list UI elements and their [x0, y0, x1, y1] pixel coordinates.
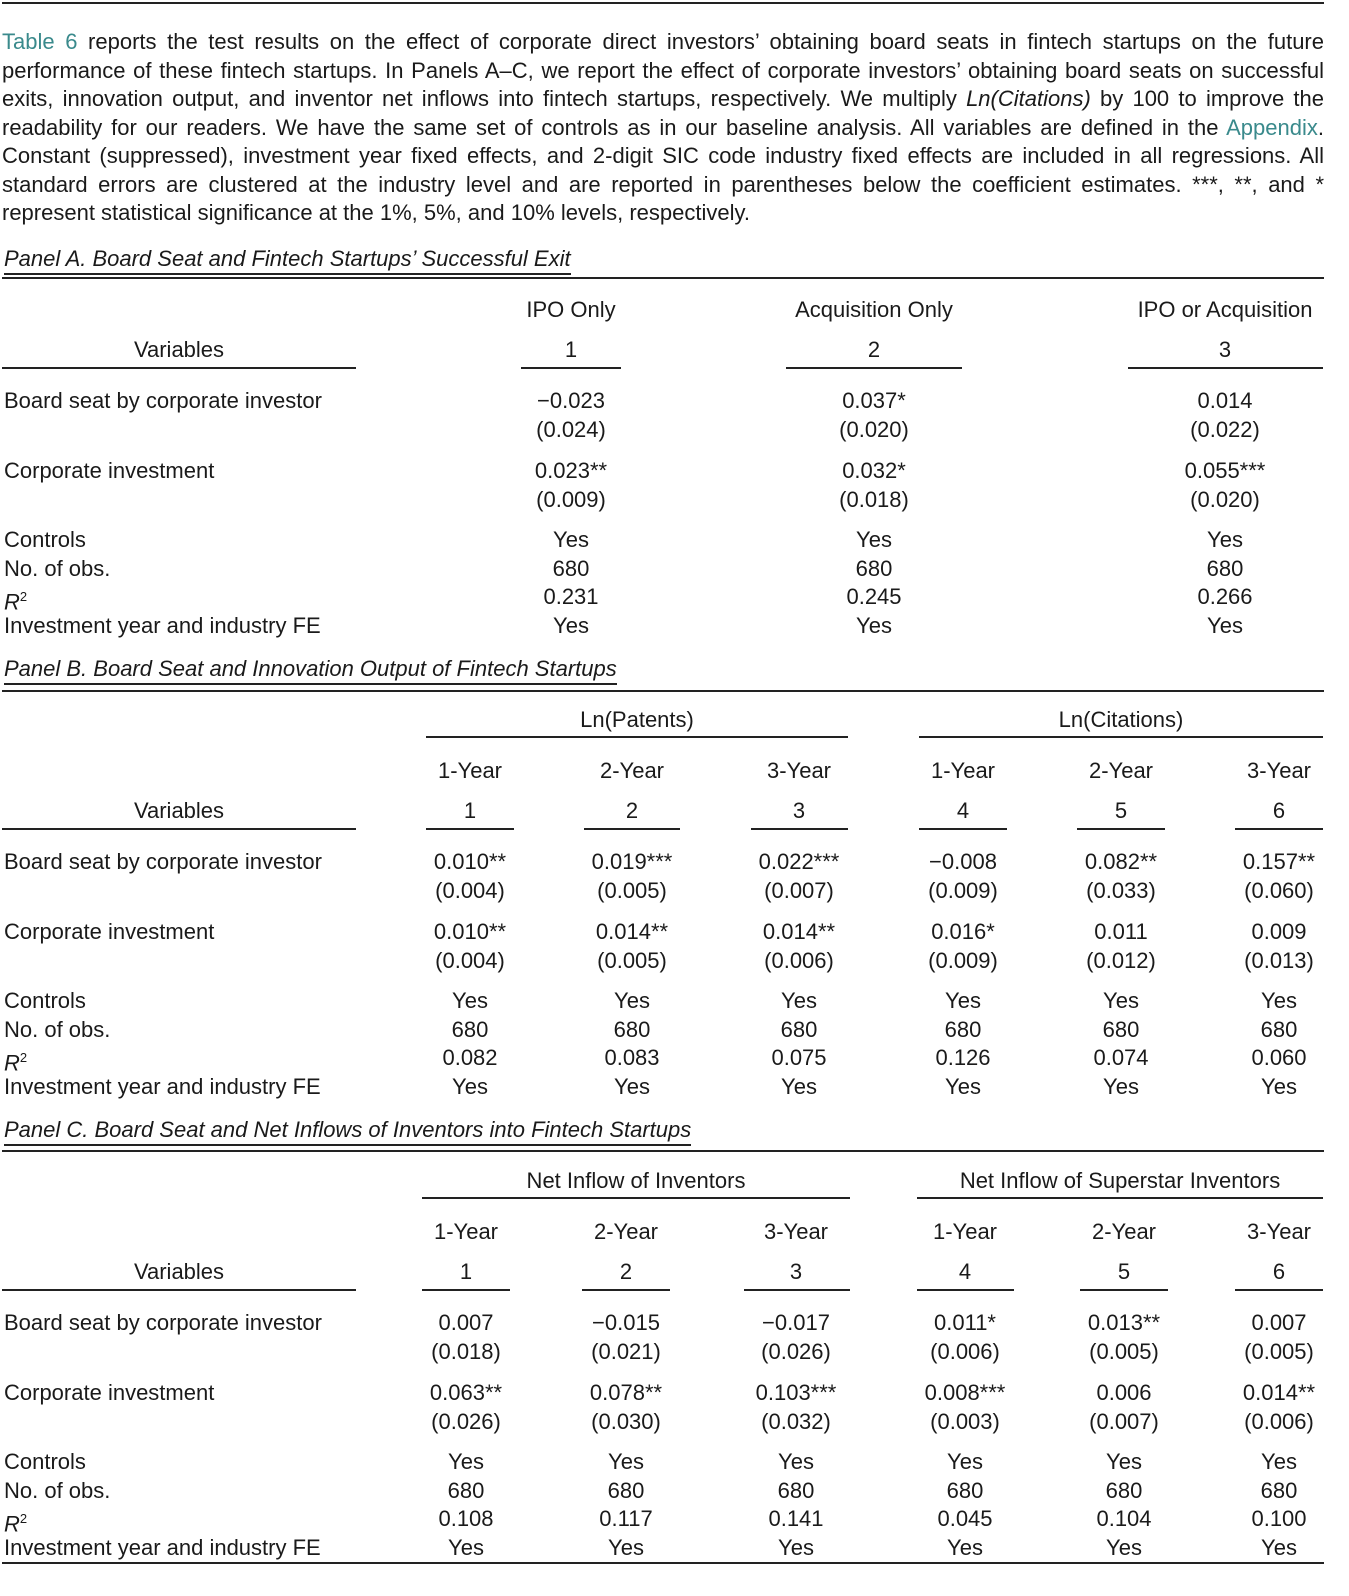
panel-b-col4-nobs: 680 — [944, 1017, 982, 1042]
panel-a-col1-number: 1 — [564, 337, 578, 362]
panel-a-title-rule — [2, 277, 1324, 279]
panel-b-col5-corp-se: (0.012) — [1086, 948, 1156, 973]
panel-a-col3-controls: Yes — [1207, 527, 1243, 552]
panel-b-col1-corp-coef: 0.010** — [433, 919, 507, 944]
panel-c-title: Panel C. Board Seat and Net Inflows of Inventors into Fintech Startups — [4, 1117, 691, 1146]
panel-b-col3-corp-se: (0.006) — [764, 948, 834, 973]
panel-b-variables-header: Variables — [133, 798, 225, 823]
table-caption — [2, 28, 1324, 228]
panel-a-fe-label: Investment year and industry FE — [4, 613, 321, 638]
panel-b-col2-header: 2-Year — [599, 758, 665, 783]
panel-a-col3-board-coef: 0.014 — [1197, 388, 1253, 413]
panel-c-r2-symbol: R — [4, 1511, 20, 1537]
panel-a-col3-number: 3 — [1218, 337, 1232, 362]
panel-a-variables-rule — [2, 367, 356, 369]
panel-a-col2-board-coef: 0.037* — [842, 388, 906, 413]
panel-c-col1-corp-coef: 0.063** — [429, 1380, 503, 1405]
panel-c-col5-corp-coef: 0.006 — [1096, 1380, 1152, 1405]
panel-c-col3-rule — [744, 1289, 850, 1291]
panel-c-group-header-2: Net Inflow of Superstar Inventors — [959, 1168, 1281, 1193]
panel-b-r2-symbol: R — [4, 1050, 20, 1076]
panel-a-col2-corp-se: (0.018) — [839, 487, 909, 512]
panel-c-group-rule-1 — [422, 1197, 850, 1199]
panel-b-col6-r2: 0.060 — [1251, 1045, 1307, 1070]
panel-c-col4-controls: Yes — [947, 1449, 983, 1474]
panel-a-r2-superscript: 2 — [19, 589, 28, 604]
panel-b-col4-board-coef: −0.008 — [929, 849, 997, 874]
panel-a-col3-nobs: 680 — [1206, 556, 1244, 581]
panel-b-col5-header: 2-Year — [1088, 758, 1154, 783]
panel-c-col1-r2: 0.108 — [438, 1506, 494, 1531]
appendix-link[interactable]: Appendix — [1226, 114, 1318, 140]
panel-c-col5-nobs: 680 — [1105, 1478, 1143, 1503]
panel-a-col1-controls: Yes — [553, 527, 589, 552]
panel-c-group-rule-2 — [917, 1197, 1323, 1199]
panel-c-col5-fe: Yes — [1106, 1535, 1142, 1560]
panel-b-col1-board-coef: 0.010** — [433, 849, 507, 874]
panel-c-col4-r2: 0.045 — [937, 1506, 993, 1531]
panel-c-col4-corp-coef: 0.008*** — [924, 1380, 1006, 1405]
panel-a-col1-board-se: (0.024) — [536, 417, 606, 442]
panel-b-title-rule — [2, 690, 1324, 692]
panel-c-col3-fe: Yes — [778, 1535, 814, 1560]
panel-c-r2-superscript: 2 — [19, 1511, 28, 1526]
panel-b-group-rule-2 — [919, 736, 1323, 738]
panel-c-group-header-1: Net Inflow of Inventors — [526, 1168, 746, 1193]
panel-c-col6-board-se: (0.005) — [1244, 1339, 1314, 1364]
panel-c-col6-nobs: 680 — [1260, 1478, 1298, 1503]
panel-b-r2-superscript: 2 — [19, 1050, 28, 1065]
panel-c-r2-label — [4, 1506, 27, 1537]
panel-b-col5-number: 5 — [1114, 798, 1128, 823]
panel-b-col2-rule — [584, 828, 680, 830]
panel-c-nobs-label: No. of obs. — [4, 1478, 111, 1503]
panel-a-col3-header: IPO or Acquisition — [1137, 297, 1313, 322]
panel-c-col2-board-se: (0.021) — [591, 1339, 661, 1364]
panel-b-controls-label: Controls — [4, 988, 86, 1013]
panel-c-col3-header: 3-Year — [763, 1219, 829, 1244]
panel-a-col3-corp-coef: 0.055*** — [1184, 458, 1266, 483]
panel-b-col1-number: 1 — [463, 798, 477, 823]
table-bottom-rule — [2, 1562, 1324, 1564]
panel-c-col4-fe: Yes — [947, 1535, 983, 1560]
panel-b-col5-board-coef: 0.082** — [1084, 849, 1158, 874]
caption-text-2: by 100 to improve the readability for our readers. We have the same set of controls as in our baseline analysis. All variables are defined in the — [2, 86, 1324, 140]
panel-b-col4-number: 4 — [956, 798, 970, 823]
panel-c-title-rule — [2, 1150, 1324, 1152]
panel-b-col1-nobs: 680 — [451, 1017, 489, 1042]
panel-b-col6-corp-se: (0.013) — [1244, 948, 1314, 973]
panel-b-group-rule-1 — [426, 736, 848, 738]
panel-b-col2-corp-se: (0.005) — [597, 948, 667, 973]
panel-a-col2-nobs: 680 — [855, 556, 893, 581]
panel-c-col1-header: 1-Year — [433, 1219, 499, 1244]
panel-b-col6-board-coef: 0.157** — [1242, 849, 1316, 874]
panel-b-col3-r2: 0.075 — [771, 1045, 827, 1070]
panel-b-col3-board-se: (0.007) — [764, 878, 834, 903]
panel-c-col3-board-coef: −0.017 — [762, 1310, 830, 1335]
caption-italic-variable: Ln(Citations) — [966, 86, 1091, 111]
panel-a-col2-r2: 0.245 — [846, 584, 902, 609]
panel-a-col2-fe: Yes — [856, 613, 892, 638]
panel-a-col1-fe: Yes — [553, 613, 589, 638]
panel-b-col6-fe: Yes — [1261, 1074, 1297, 1099]
panel-c-col6-controls: Yes — [1261, 1449, 1297, 1474]
panel-c-col3-board-se: (0.026) — [761, 1339, 831, 1364]
panel-c-col5-r2: 0.104 — [1096, 1506, 1152, 1531]
panel-a-col2-controls: Yes — [856, 527, 892, 552]
panel-a-col1-board-coef: −0.023 — [537, 388, 605, 413]
panel-b-col4-fe: Yes — [945, 1074, 981, 1099]
panel-b-col2-corp-coef: 0.014** — [595, 919, 669, 944]
panel-b-col5-r2: 0.074 — [1093, 1045, 1149, 1070]
panel-b-col5-fe: Yes — [1103, 1074, 1139, 1099]
panel-b-col4-corp-se: (0.009) — [928, 948, 998, 973]
panel-b-col2-board-coef: 0.019*** — [591, 849, 673, 874]
panel-c-col2-nobs: 680 — [607, 1478, 645, 1503]
panel-a-board-seat-label: Board seat by corporate investor — [4, 388, 322, 413]
panel-b-col6-board-se: (0.060) — [1244, 878, 1314, 903]
panel-c-col6-number: 6 — [1272, 1259, 1286, 1284]
panel-c-col1-fe: Yes — [448, 1535, 484, 1560]
panel-b-col1-header: 1-Year — [437, 758, 503, 783]
panel-b-col6-rule — [1235, 828, 1323, 830]
panel-c-col1-controls: Yes — [448, 1449, 484, 1474]
panel-c-variables-header: Variables — [133, 1259, 225, 1284]
panel-b-col5-rule — [1077, 828, 1165, 830]
panel-b-col5-controls: Yes — [1103, 988, 1139, 1013]
panel-c-col1-corp-se: (0.026) — [431, 1409, 501, 1434]
panel-b-col5-board-se: (0.033) — [1086, 878, 1156, 903]
panel-b-col2-nobs: 680 — [613, 1017, 651, 1042]
panel-b-board-seat-label: Board seat by corporate investor — [4, 849, 322, 874]
panel-b-group-header-1: Ln(Patents) — [580, 707, 694, 732]
panel-c-col5-corp-se: (0.007) — [1089, 1409, 1159, 1434]
panel-c-col2-corp-coef: 0.078** — [589, 1380, 663, 1405]
panel-c-col4-header: 1-Year — [932, 1219, 998, 1244]
panel-c-col5-rule — [1080, 1289, 1168, 1291]
panel-b-col2-controls: Yes — [614, 988, 650, 1013]
panel-b-col3-fe: Yes — [781, 1074, 817, 1099]
panel-b-col1-corp-se: (0.004) — [435, 948, 505, 973]
panel-b-col6-header: 3-Year — [1246, 758, 1312, 783]
panel-c-col6-header: 3-Year — [1246, 1219, 1312, 1244]
panel-c-col2-board-coef: −0.015 — [592, 1310, 660, 1335]
table-top-rule — [2, 2, 1324, 4]
panel-c-col4-rule — [917, 1289, 1014, 1291]
panel-b-col1-controls: Yes — [452, 988, 488, 1013]
panel-b-col6-nobs: 680 — [1260, 1017, 1298, 1042]
panel-c-col1-number: 1 — [459, 1259, 473, 1284]
panel-a-col2-header: Acquisition Only — [795, 297, 953, 322]
panel-c-col4-number: 4 — [958, 1259, 972, 1284]
panel-a-col2-board-se: (0.020) — [839, 417, 909, 442]
panel-c-col6-corp-coef: 0.014** — [1242, 1380, 1316, 1405]
panel-c-col5-board-coef: 0.013** — [1087, 1310, 1161, 1335]
panel-b-variables-rule — [2, 828, 356, 830]
caption-text-3: . Constant (suppressed), investment year fixed effects, and 2-digit SIC code industry fixed effects are included in all regressions. All standard errors are clustered at the industry level and are reported in parentheses below the coefficient estimates. ***, **, and * represent statistical significance at the 1%, 5%, and 10% levels, respectively. — [2, 114, 1324, 225]
panel-a-variables-header: Variables — [133, 337, 225, 362]
panel-b-col3-board-coef: 0.022*** — [758, 849, 840, 874]
panel-b-col2-r2: 0.083 — [604, 1045, 660, 1070]
panel-b-col6-corp-coef: 0.009 — [1251, 919, 1307, 944]
panel-b-col1-r2: 0.082 — [442, 1045, 498, 1070]
panel-b-col1-board-se: (0.004) — [435, 878, 505, 903]
panel-a-col3-rule — [1128, 367, 1323, 369]
panel-a-col1-corp-se: (0.009) — [536, 487, 606, 512]
panel-c-col2-fe: Yes — [608, 1535, 644, 1560]
panel-a-col2-corp-coef: 0.032* — [842, 458, 906, 483]
panel-c-col4-nobs: 680 — [946, 1478, 984, 1503]
panel-b-col2-board-se: (0.005) — [597, 878, 667, 903]
panel-c-col6-corp-se: (0.006) — [1244, 1409, 1314, 1434]
panel-b-col5-corp-coef: 0.011 — [1094, 919, 1148, 944]
panel-b-r2-label — [4, 1045, 27, 1076]
panel-b-col4-header: 1-Year — [930, 758, 996, 783]
panel-a-col3-fe: Yes — [1207, 613, 1243, 638]
panel-b-col4-rule — [919, 828, 1007, 830]
panel-c-col3-number: 3 — [789, 1259, 803, 1284]
panel-c-col2-header: 2-Year — [593, 1219, 659, 1244]
panel-a-corporate-investment-label: Corporate investment — [4, 458, 215, 483]
panel-c-col3-r2: 0.141 — [768, 1506, 824, 1531]
panel-c-col6-board-coef: 0.007 — [1251, 1310, 1307, 1335]
panel-a-col1-header: IPO Only — [526, 297, 616, 322]
panel-c-col4-board-se: (0.006) — [930, 1339, 1000, 1364]
panel-a-r2-label — [4, 584, 27, 615]
panel-b-col3-corp-coef: 0.014** — [762, 919, 836, 944]
panel-b-col6-controls: Yes — [1261, 988, 1297, 1013]
panel-a-col2-number: 2 — [867, 337, 881, 362]
panel-c-fe-label: Investment year and industry FE — [4, 1535, 321, 1560]
panel-c-col1-nobs: 680 — [447, 1478, 485, 1503]
panel-b-col3-rule — [751, 828, 848, 830]
caption-text-1: reports the test results on the effect of corporate direct investors’ obtaining board seats in fintech startups on the future performance of these fintech startups. In Panels A–C, we report the effect of corporate investors’ obtaining board seats on successful exits, innovation output, and inventor net inflows into fintech startups, respectively. We multiply — [2, 29, 1324, 111]
panel-c-col2-controls: Yes — [608, 1449, 644, 1474]
panel-a-col3-board-se: (0.022) — [1190, 417, 1260, 442]
panel-b-title: Panel B. Board Seat and Innovation Output of Fintech Startups — [4, 656, 617, 685]
table-reference-link[interactable]: Table 6 — [2, 29, 78, 54]
panel-b-col3-controls: Yes — [781, 988, 817, 1013]
panel-c-variables-rule — [2, 1289, 356, 1291]
panel-c-col2-r2: 0.117 — [599, 1506, 653, 1531]
panel-a-col1-corp-coef: 0.023** — [534, 458, 608, 483]
panel-a-col3-r2: 0.266 — [1197, 584, 1253, 609]
panel-c-col5-board-se: (0.005) — [1089, 1339, 1159, 1364]
panel-c-col3-controls: Yes — [778, 1449, 814, 1474]
panel-a-col2-rule — [786, 367, 962, 369]
panel-b-col1-rule — [426, 828, 514, 830]
panel-b-col3-header: 3-Year — [766, 758, 832, 783]
panel-c-col3-corp-se: (0.032) — [761, 1409, 831, 1434]
panel-b-col2-fe: Yes — [614, 1074, 650, 1099]
panel-c-corporate-investment-label: Corporate investment — [4, 1380, 215, 1405]
panel-b-col4-corp-coef: 0.016* — [931, 919, 995, 944]
panel-b-col4-controls: Yes — [945, 988, 981, 1013]
panel-c-col1-rule — [422, 1289, 510, 1291]
panel-b-group-header-2: Ln(Citations) — [1058, 707, 1184, 732]
panel-c-col2-number: 2 — [619, 1259, 633, 1284]
panel-c-board-seat-label: Board seat by corporate investor — [4, 1310, 322, 1335]
panel-c-col6-rule — [1235, 1289, 1323, 1291]
panel-c-col5-header: 2-Year — [1091, 1219, 1157, 1244]
panel-c-col3-nobs: 680 — [777, 1478, 815, 1503]
panel-b-col4-board-se: (0.009) — [928, 878, 998, 903]
panel-c-col5-number: 5 — [1117, 1259, 1131, 1284]
panel-a-title: Panel A. Board Seat and Fintech Startups’ Successful Exit — [4, 246, 571, 275]
panel-a-col1-nobs: 680 — [552, 556, 590, 581]
panel-c-col4-board-coef: 0.011* — [934, 1310, 996, 1335]
panel-a-r2-symbol: R — [4, 589, 20, 615]
panel-c-col2-rule — [582, 1289, 670, 1291]
panel-c-controls-label: Controls — [4, 1449, 86, 1474]
panel-a-nobs-label: No. of obs. — [4, 556, 111, 581]
panel-c-col5-controls: Yes — [1106, 1449, 1142, 1474]
panel-b-col4-r2: 0.126 — [935, 1045, 991, 1070]
panel-b-col2-number: 2 — [625, 798, 639, 823]
panel-a-col1-r2: 0.231 — [543, 584, 599, 609]
panel-c-col2-corp-se: (0.030) — [591, 1409, 661, 1434]
panel-a-controls-label: Controls — [4, 527, 86, 552]
panel-c-col4-corp-se: (0.003) — [930, 1409, 1000, 1434]
panel-c-col1-board-coef: 0.007 — [438, 1310, 494, 1335]
panel-b-fe-label: Investment year and industry FE — [4, 1074, 321, 1099]
panel-b-corporate-investment-label: Corporate investment — [4, 919, 215, 944]
panel-c-col6-fe: Yes — [1261, 1535, 1297, 1560]
panel-b-col3-nobs: 680 — [780, 1017, 818, 1042]
panel-a-col3-corp-se: (0.020) — [1190, 487, 1260, 512]
panel-a-col1-rule — [521, 367, 621, 369]
panel-b-col5-nobs: 680 — [1102, 1017, 1140, 1042]
panel-c-col1-board-se: (0.018) — [431, 1339, 501, 1364]
panel-c-col3-corp-coef: 0.103*** — [755, 1380, 837, 1405]
panel-b-col6-number: 6 — [1272, 798, 1286, 823]
panel-b-col1-fe: Yes — [452, 1074, 488, 1099]
panel-b-col3-number: 3 — [792, 798, 806, 823]
panel-c-col6-r2: 0.100 — [1251, 1506, 1307, 1531]
panel-b-nobs-label: No. of obs. — [4, 1017, 111, 1042]
